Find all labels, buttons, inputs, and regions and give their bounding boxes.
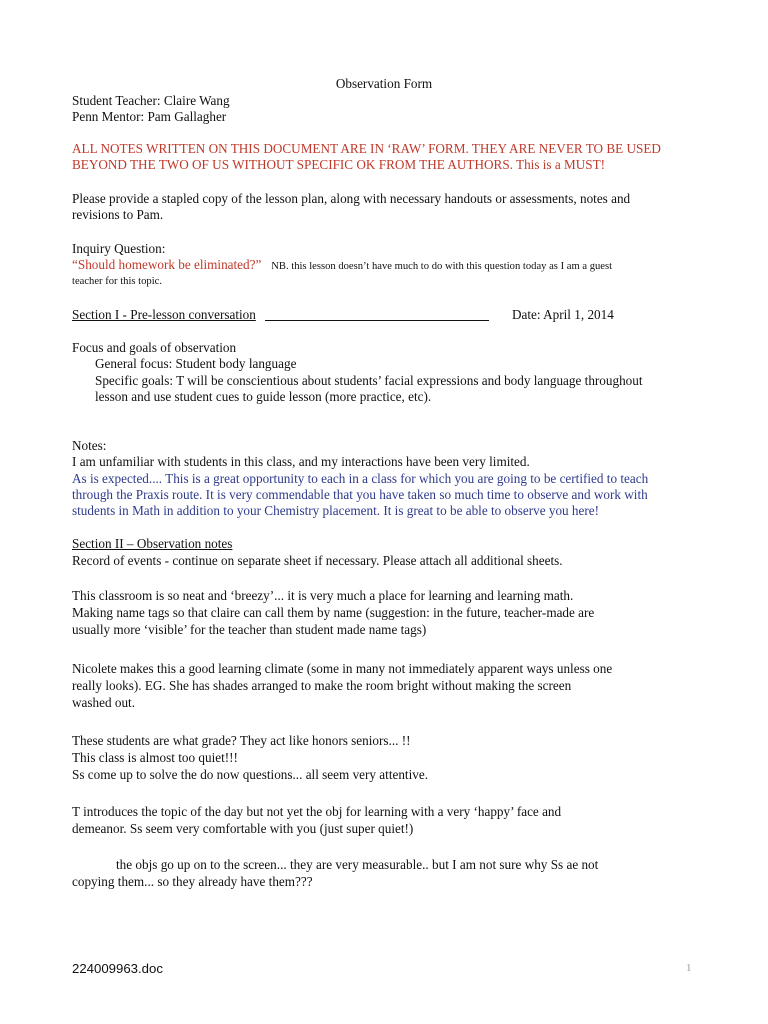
page-number: 1 [686, 962, 692, 974]
general-focus: General focus: Student body language [95, 356, 297, 371]
obs-p5-line-1: the objs go up on to the screen... they are very measurable.. but I am not sure why Ss ae not [116, 857, 599, 872]
section2-heading: Section II – Observation notes [72, 536, 233, 551]
student-teacher-line: Student Teacher: Claire Wang [72, 93, 230, 108]
inquiry-question: “Should homework be eliminated?” [72, 257, 262, 272]
obs-p2-line-2: really looks). EG. She has shades arranged to make the room bright without making the screen [72, 678, 572, 693]
mentor-line: Penn Mentor: Pam Gallagher [72, 109, 227, 124]
obs-p1-line-3: usually more ‘visible’ for the teacher than student made name tags) [72, 622, 427, 637]
instructions-line-2: revisions to Pam. [72, 207, 164, 222]
specific-goals-line-1: Specific goals: T will be conscientious about students’ facial expressions and body language throughout [95, 373, 643, 388]
specific-goals-line-2: lesson and use student cues to guide lesson (more practice, etc). [95, 389, 432, 404]
warning-line-2: BEYOND THE TWO OF US WITHOUT SPECIFIC OK FROM THE AUTHORS. This is a MUST! [72, 157, 606, 172]
page-title: Observation Form [335, 76, 433, 91]
section2-instruction: Record of events - continue on separate sheet if necessary. Please attach all additional sheets. [72, 553, 563, 568]
inquiry-label: Inquiry Question: [72, 241, 166, 256]
footer-filename: 224009963.doc [72, 961, 163, 976]
instructions-line-1: Please provide a stapled copy of the lesson plan, along with necessary handouts or assessments, notes and [72, 191, 631, 206]
notes-label: Notes: [72, 438, 107, 453]
obs-p5-line-2: copying them... so they already have them??? [72, 874, 313, 889]
obs-p3-line-3: Ss come up to solve the do now questions... all seem very attentive. [72, 767, 428, 782]
obs-p2-line-1: Nicolete makes this a good learning climate (some in many not immediately apparent ways unless one [72, 661, 613, 676]
mentor-comment-line-3: students in Math in addition to your Chemistry placement. It is great to be able to observe you here! [72, 503, 600, 518]
obs-p2-line-3: washed out. [72, 695, 135, 710]
obs-p1-line-1: This classroom is so neat and ‘breezy’... it is very much a place for learning and learning math. [72, 588, 574, 603]
obs-p1-line-2: Making name tags so that claire can call them by name (suggestion: in the future, teacher-made are [72, 605, 595, 620]
section1-heading: Section I - Pre-lesson conversation [72, 307, 256, 322]
mentor-comment-line-1: As is expected.... This is a great opportunity to each in a class for which you are going to be certified to teach [72, 471, 649, 486]
obs-p3-line-1: These students are what grade? They act like honors seniors... !! [72, 733, 411, 748]
section1-date: Date: April 1, 2014 [512, 307, 614, 322]
mentor-comment-line-2: through the Praxis route. It is very commendable that you have taken so much time to observe and work with [72, 487, 648, 502]
warning-line-1: ALL NOTES WRITTEN ON THIS DOCUMENT ARE IN ‘RAW’ FORM. THEY ARE NEVER TO BE USED [72, 141, 661, 156]
obs-p3-line-2: This class is almost too quiet!!! [72, 750, 238, 765]
obs-p4-line-1: T introduces the topic of the day but not yet the obj for learning with a very ‘happy’ face and [72, 804, 562, 819]
focus-label: Focus and goals of observation [72, 340, 237, 355]
notes-text: I am unfamiliar with students in this class, and my interactions have been very limited. [72, 454, 530, 469]
inquiry-line [72, 257, 612, 275]
inquiry-note: NB. this lesson doesn’t have much to do with this question today as I am a guest [271, 261, 613, 272]
obs-p4-line-2: demeanor. Ss seem very comfortable with you (just super quiet!) [72, 821, 414, 836]
inquiry-note-cont: teacher for this topic. [72, 276, 163, 287]
section1-underline [265, 320, 489, 321]
